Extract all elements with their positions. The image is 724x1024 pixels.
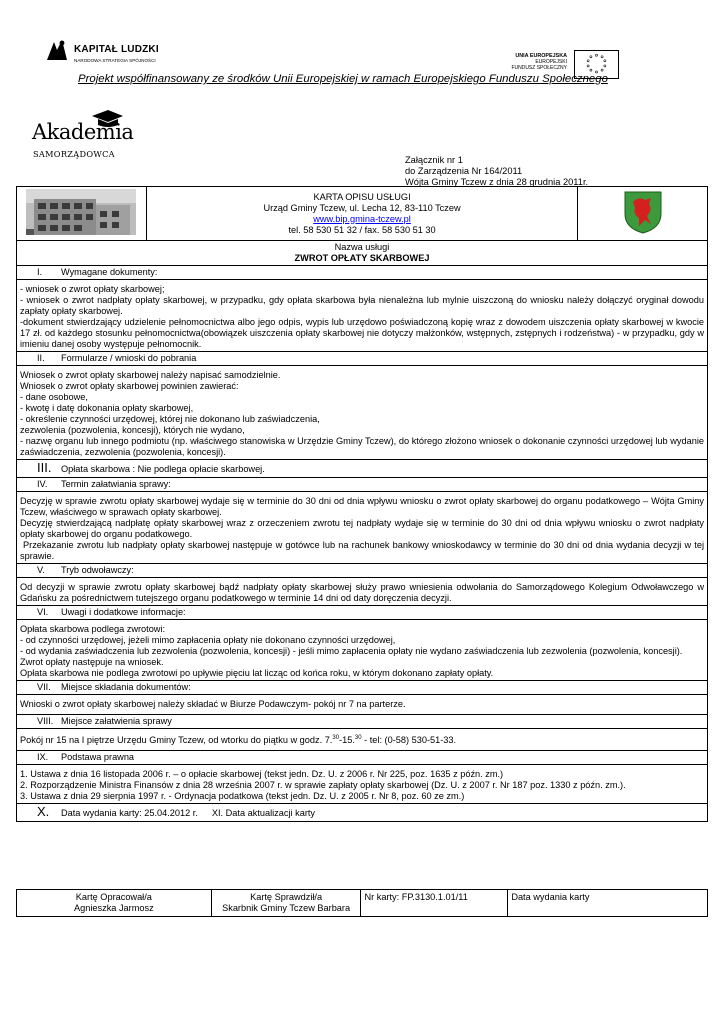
section-1-line-1: - wniosek o zwrot opłaty skarbowej; (20, 284, 165, 294)
section-8-line-1 (17, 729, 708, 751)
section-9-line-1: 1. Ustawa z dnia 16 listopada 2006 r. – o opłacie skarbowej (tekst jedn. Dz. U. z 2006 r. Nr 225, poz. 1635 z późn. zm.) (20, 769, 504, 780)
akademia-name: Akademia (32, 120, 134, 144)
section-1-line-2: - wniosek o zwrot nadpłaty opłaty skarbowej, w przypadku, gdy opłata skarbowa była nienależna lub mylnie uiszczoną do wniosku należy dołączyć oryginał dowodu zapłaty opłaty skarbowej. (20, 295, 704, 316)
issue-date-label: Data wydania karty (511, 892, 590, 902)
section-2-header (17, 352, 708, 366)
office-address: Urząd Gminy Tczew, ul. Lecha 12, 83-110 Tczew (263, 202, 461, 213)
gmina-tczew-crest-icon (623, 190, 663, 234)
akademia-samorzadowca-logo (30, 108, 134, 160)
section-3-number: III. (37, 460, 52, 475)
office-building-photo-icon (26, 189, 136, 235)
section-2-line-6: zezwolenia (pozwolenia, koncesji), których nie wydano, (20, 425, 245, 435)
section-4-title: Termin załatwiania sprawy: (61, 479, 171, 489)
card-title: KARTA OPISU USŁUGI (313, 191, 411, 202)
section-5-number: V. (37, 565, 45, 575)
section-5-title: Tryb odwoławczy: (61, 565, 134, 575)
section-7-line-1: Wnioski o zwrot opłaty skarbowej należy składać w Biurze Podawczym- pokój nr 7 na parterze. (20, 699, 406, 709)
section-8-text-mid: -15. (339, 735, 355, 746)
section-3-title: Opłata skarbowa : Nie podlega opłacie skarbowej. (61, 464, 265, 474)
service-name: ZWROT OPŁATY SKARBOWEJ (294, 253, 430, 263)
checked-by-cell (211, 890, 361, 917)
section-6-header (17, 606, 708, 620)
office-phone: tel. 58 530 51 32 / fax. 58 530 51 30 (288, 224, 436, 235)
section-8-title: Miejsce załatwienia sprawy (61, 716, 172, 726)
section-5-body (17, 578, 708, 606)
section-10-header (17, 804, 708, 822)
attachment-reference (405, 155, 588, 188)
signature-table (16, 889, 708, 917)
section-2-title: Formularze / wnioski do pobrania (61, 353, 197, 363)
section-1-header (17, 266, 708, 280)
section-1-title: Wymagane dokumenty: (61, 267, 158, 277)
section-10-number: X. (37, 804, 50, 820)
crest-cell (578, 187, 708, 241)
section-9-line-2: 2. Rozporządzenie Ministra Finansów z dnia 28 września 2007 r. w sprawie zapłaty opłaty skarbowej (Dz. U. z 2007 r. Nr 187 poz. 1330 z późn. zm.). (20, 780, 626, 791)
section-2-line-7: - nazwę organu lub innego podmiotu (np. właściwego stanowiska w Urzędzie Gminy Tczew), do którego złożono wniosek o dokonanie czynności urzędowej lub wydanie zaświadczenia, zezwolenia (pozwolenia, koncesji). (20, 436, 704, 457)
section-9-title: Podstawa prawna (61, 752, 135, 763)
section-9-header (17, 751, 708, 765)
service-label: Nazwa usługi (334, 242, 390, 252)
section-5-line-1: Od decyzji w sprawie zwrotu opłaty skarbowej bądź nadpłaty opłaty skarbowej służy prawo wniesienia odwołania do Samorządowego Kolegium Odwoławczego w Gdańsku za pośrednictwem tutejszego organu podatkowego w terminie 14 dni od daty doręczenia decyzji. (20, 582, 704, 603)
section-4-line-1: Decyzję w sprawie zwrotu opłaty skarbowej wydaje się w terminie do 30 dni od dnia wpływu wniosku o zwrot opłaty skarbowej do organu podatkowego – Wójta Gminy Tczew, właściwego w sprawach opłaty skarbowej. (20, 496, 704, 517)
service-name-row (17, 241, 708, 266)
section-6-number: VI. (37, 607, 49, 617)
section-1-number: I. (37, 267, 43, 277)
section-8-header (17, 715, 708, 729)
section-6-line-3: - od wydania zaświadczenia lub zezwolenia (pozwolenia, koncesji) - jeśli mimo zapłacenia opłaty nie wydano zaświadczenia lub zezwolenia (pozwolenia, koncesji). (20, 646, 683, 656)
website-link[interactable]: www.bip.gmina-tczew.pl (313, 213, 411, 224)
section-4-number: IV. (37, 479, 48, 489)
section-6-line-1: Opłata skarbowa podlega zwrotowi: (20, 624, 166, 634)
attachment-line-2: do Zarządzenia Nr 164/2011 (405, 166, 523, 176)
section-8-number: VIII. (37, 716, 54, 726)
card-number: Nr karty: FP.3130.1.01/11 (364, 892, 468, 902)
section-2-line-1: Wniosek o zwrot opłaty skarbowej należy napisać samodzielnie. (20, 370, 281, 380)
akademia-subtitle: SAMORZĄDOWCA (33, 149, 115, 159)
prepared-by-cell (17, 890, 212, 917)
project-cofinancing-line: Projekt współfinansowany ze środków Unii Europejskiej w ramach Europejskiego Funduszu Społecznego (78, 73, 608, 85)
section-8-body (17, 729, 708, 751)
attachment-line-3: Wójta Gminy Tczew z dnia 28 grudnia 2011r. (405, 177, 589, 187)
section-4-line-3: Przekazanie zwrotu lub nadpłaty opłaty skarbowej następuje w gotówce lub na rachunek bankowy wnioskodawcy w terminie do 30 dni od dnia wydania decyzji w tej sprawie. (20, 540, 704, 561)
office-photo-cell (17, 187, 147, 241)
section-8-sup-2: 30 (354, 735, 362, 741)
section-10-title: Data wydania karty: 25.04.2012 r. (61, 808, 198, 819)
kapital-ludzki-title: KAPITAŁ LUDZKI (74, 44, 159, 55)
kapital-ludzki-logo (44, 38, 164, 74)
card-number-cell (361, 890, 508, 917)
section-11-title: XI. Data aktualizacji karty (211, 808, 316, 819)
signature-row (17, 890, 708, 917)
section-5-header (17, 564, 708, 578)
section-2-line-3: - dane osobowe, (20, 392, 88, 402)
attachment-line-1: Załącznik nr 1 (405, 155, 463, 165)
service-card-table (16, 186, 708, 822)
section-8-text-suffix: - tel: (0-58) 530-51-33. (361, 735, 457, 746)
card-header-row (17, 187, 708, 241)
kapital-ludzki-subtitle: NARODOWA STRATEGIA SPÓJNOŚCI (74, 58, 156, 63)
section-2-number: II. (37, 353, 45, 363)
section-4-line-2: Decyzję stwierdzającą nadpłatę opłaty skarbowej wraz z orzeczeniem zwrotu tej nadpłaty wydaje się w terminie do 30 dni od dnia wpływu wniosku o zwrot nadpłaty opłaty skarbowej do organu podatkowego. (20, 518, 704, 539)
section-7-title: Miejsce składania dokumentów: (61, 682, 191, 692)
kapital-ludzki-emblem-icon (44, 38, 70, 64)
prepared-by-label: Kartę Opracował/a (75, 892, 152, 902)
eu-line-3: FUNDUSZ SPOŁECZNY (511, 65, 567, 71)
card-header-info-cell (146, 187, 577, 241)
section-7-number: VII. (37, 682, 51, 692)
section-4-header (17, 478, 708, 492)
section-4-body (17, 492, 708, 564)
section-3-header (17, 460, 708, 478)
section-9-number: IX. (37, 752, 49, 763)
eu-line-1: UNIA EUROPEJSKA (515, 53, 567, 59)
section-9-line-3: 3. Ustawa z dnia 29 sierpnia 1997 r. - Ordynacja podatkowa (tekst jedn. Dz. U. z 2005 r. Nr 8, poz. 60 ze zm.) (20, 791, 465, 802)
section-2-line-2: Wniosek o zwrot opłaty skarbowej powinien zawierać: (20, 381, 239, 391)
section-6-title: Uwagi i dodatkowe informacje: (61, 607, 186, 617)
section-2-body (17, 366, 708, 460)
section-9-body (17, 765, 708, 804)
section-1-line-3: -dokument stwierdzający udzielenie pełnomocnictwa albo jego odpis, wypis lub urzędowo poświadczoną kopię wraz z dowodem uiszczenia opłaty skarbowej w kwocie 17 zł. od każdego stosunku pełnomocnictwa(obowiązek uiszczenia opłaty skarbowej nie dotyczy małżonków, wstępnych, zstępnych i rodzeństwa) - w przypadku, gdy w imieniu danej osoby występuje pełnomocnik. (20, 317, 704, 349)
section-8-text-prefix: Pokój nr 15 na I piętrze Urzędu Gminy Tczew, od wtorku do piątku w godz. 7. (20, 735, 333, 746)
section-2-line-5: - określenie czynności urzędowej, której nie dokonano lub zaświadczenia, (20, 414, 320, 424)
section-6-body (17, 620, 708, 681)
issue-date-cell (508, 890, 708, 917)
service-name-cell (17, 241, 708, 266)
section-2-line-4: - kwotę i datę dokonania opłaty skarbowej, (20, 403, 194, 413)
prepared-by-name: Agnieszka Jarmosz (74, 903, 154, 913)
eu-line-2: EUROPEJSKI (535, 59, 567, 65)
eu-logo-text (505, 53, 567, 71)
checked-by-name: Skarbnik Gminy Tczew Barbara (222, 903, 351, 913)
section-1-body (17, 280, 708, 352)
section-6-line-4: Zwrot opłaty następuje na wniosek. (20, 657, 164, 667)
section-6-line-5: Opłata skarbowa nie podlega zwrotowi po upływie pięciu lat licząc od końca roku, w którym dokonano zapłaty opłaty. (20, 668, 494, 678)
section-8-sup-1: 30 (332, 735, 340, 741)
section-7-header (17, 681, 708, 695)
checked-by-label: Kartę Sprawdził/a (250, 892, 323, 902)
section-6-line-2: - od czynności urzędowej, jeżeli mimo zapłacenia opłaty nie dokonano czynności urzędowej, (20, 635, 396, 645)
section-7-body (17, 695, 708, 715)
